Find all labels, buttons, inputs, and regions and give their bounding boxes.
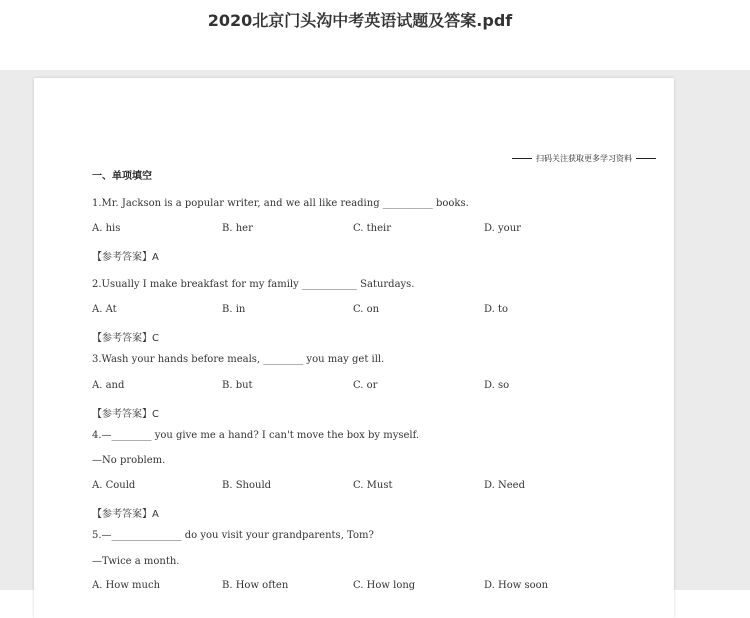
option-d: D. to — [484, 304, 509, 315]
option-d: D. Need — [484, 480, 526, 491]
question-stem: 5.—______________ do you visit your grandparents, Tom? — [92, 530, 374, 541]
answer-key: 【参考答案】A — [92, 252, 159, 263]
option-c: C. their — [353, 223, 392, 234]
section-title: 一、单项填空 — [92, 171, 152, 182]
question-stem: 2.Usually I make breakfast for my family ___________ Saturdays. — [92, 279, 415, 290]
answer-key: 【参考答案】C — [92, 409, 159, 420]
option-a: A. At — [92, 304, 117, 315]
question-reply: —No problem. — [92, 455, 166, 466]
option-c: C. Must — [353, 480, 393, 491]
option-b: B. in — [222, 304, 246, 315]
option-a: A. his — [92, 223, 121, 234]
question-stem: 4.—________ you give me a hand? I can't move the box by myself. — [92, 430, 420, 441]
answer-key: 【参考答案】C — [92, 333, 159, 344]
option-c: C. or — [353, 380, 378, 391]
promo-banner — [512, 153, 656, 164]
question-reply: —Twice a month. — [92, 556, 180, 567]
divider — [636, 158, 656, 159]
option-c: C. How long — [353, 580, 416, 591]
option-a: A. How much — [92, 580, 161, 591]
option-b: B. How often — [222, 580, 289, 591]
promo-text: 扫码关注获取更多学习资料 — [536, 154, 632, 163]
option-a: A. and — [92, 380, 125, 391]
pdf-page — [34, 78, 674, 618]
option-c: C. on — [353, 304, 380, 315]
answer-key: 【参考答案】A — [92, 509, 159, 520]
question-stem: 3.Wash your hands before meals, ________ you may get ill. — [92, 354, 385, 365]
option-d: D. so — [484, 380, 510, 391]
document-title: 2020北京门头沟中考英语试题及答案.pdf — [207, 11, 513, 30]
option-b: B. but — [222, 380, 253, 391]
option-d: D. your — [484, 223, 521, 234]
divider — [512, 158, 532, 159]
question-stem: 1.Mr. Jackson is a popular writer, and we all like reading __________ books. — [92, 198, 469, 209]
option-b: B. her — [222, 223, 253, 234]
option-b: B. Should — [222, 480, 272, 491]
option-a: A. Could — [92, 480, 136, 491]
option-d: D. How soon — [484, 580, 549, 591]
pdf-viewer[interactable] — [0, 70, 750, 590]
document-header — [0, 0, 750, 70]
